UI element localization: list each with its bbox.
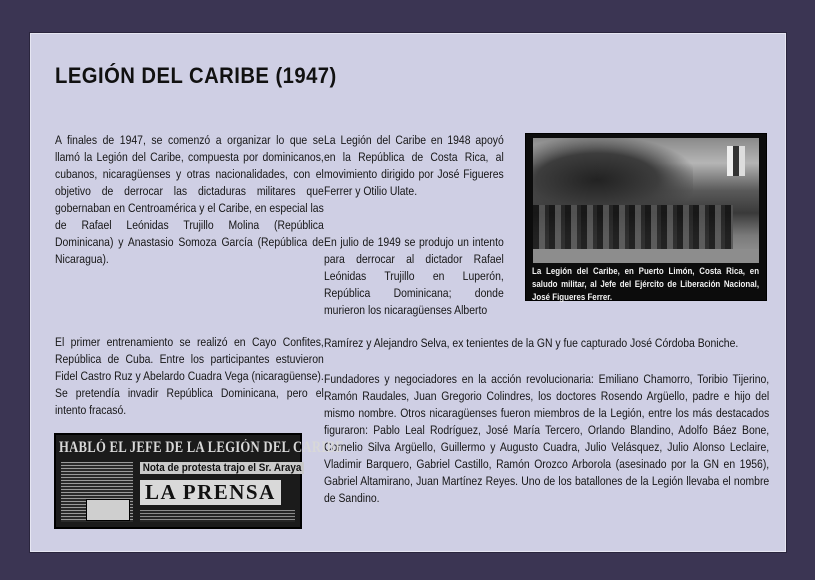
newspaper-clipping: [54, 433, 344, 529]
page-title: LEGIÓN DEL CARIBE (1947): [55, 63, 337, 88]
historical-photo: [525, 133, 767, 301]
photo-caption: La Legión del Caribe, en Puerto Limón, Costa Rica, en saludo militar, al Jefe del Ejército de Liberación Nacional, José Figueres Ferrer.: [532, 266, 760, 302]
flag-icon: [727, 146, 745, 176]
newspaper-box: [86, 499, 130, 521]
paragraph-founders: Fundadores y negociadores en la acción revolucionaria: Emiliano Chamorro, Toribio Tijerino, Ramón Raudales, Juan Gregorio Colindres, los doctores Rosendo Argüello, padre e hijo del mismo nombre. Otros nicaragüenses fueron miembros de la Legión, entre los más destacados figuraron: Pablo Leal Rodríguez, José María Tercero, Orlando Blandino, Adolfo Báez Bone, Cornelio Silva Argüello, Guillermo y Augusto Cuadra, Julio Velásquez, Julio Alonso Leclaire, Vladimir Barquero, Gabriel Castillo, Ramón Orozco Arborola (asesinado por la GN en 1956), Gabriel Altamirano, Juan Martínez Reyes. Uno de los batallones de la Legión llevaba el nombre de Sandino.: [324, 372, 770, 505]
newspaper-subheadline: Nota de protesta trajo el Sr. Araya: [140, 462, 304, 474]
paragraph-costa-rica: La Legión del Caribe en 1948 apoyó en la República de Costa Rica, al movimiento dirigido por José Figueres Ferrer y Otilio Ulate.: [324, 133, 504, 198]
newspaper-text-lines: [140, 510, 295, 522]
paragraph-cayo-confites: El primer entrenamiento se realizó en Cayo Confites, República de Cuba. Entre los participantes estuvieron Fidel Castro Ruz y Abelardo Cuadra Vega (nicaragüense). Se pretendía invadir República Dominicana, pero el intento fracasó.: [55, 335, 324, 417]
paragraph-intro: A finales de 1947, se comenzó a organizar lo que se llamó la Legión del Caribe, compuesta por dominicanos, cubanos, nicaragüenses y otras nacionalidades, con el objetivo de derrocar las dictaduras militares que gobernaban en Centroamérica y el Caribe, en especial las de Rafael Leónidas Trujillo Molina (República Dominicana) y Anastasio Somoza García (República de Nicaragua).: [55, 133, 324, 266]
content-panel: [30, 33, 786, 552]
newspaper-headline: HABLÓ EL JEFE DE LA LEGIÓN DEL CARIBE: [59, 439, 344, 456]
paragraph-luperon: En julio de 1949 se produjo un intento para derrocar al dictador Rafael Leónidas Trujillo en Luperón, República Dominicana; donde murieron los nicaragüenses Alberto: [324, 235, 504, 317]
paragraph-luperon-continued: Ramírez y Alejandro Selva, ex tenientes de la GN y fue capturado José Córdoba Boniche.: [324, 336, 739, 350]
photo-image: [533, 138, 759, 263]
newspaper-masthead: LA PRENSA: [140, 480, 281, 505]
